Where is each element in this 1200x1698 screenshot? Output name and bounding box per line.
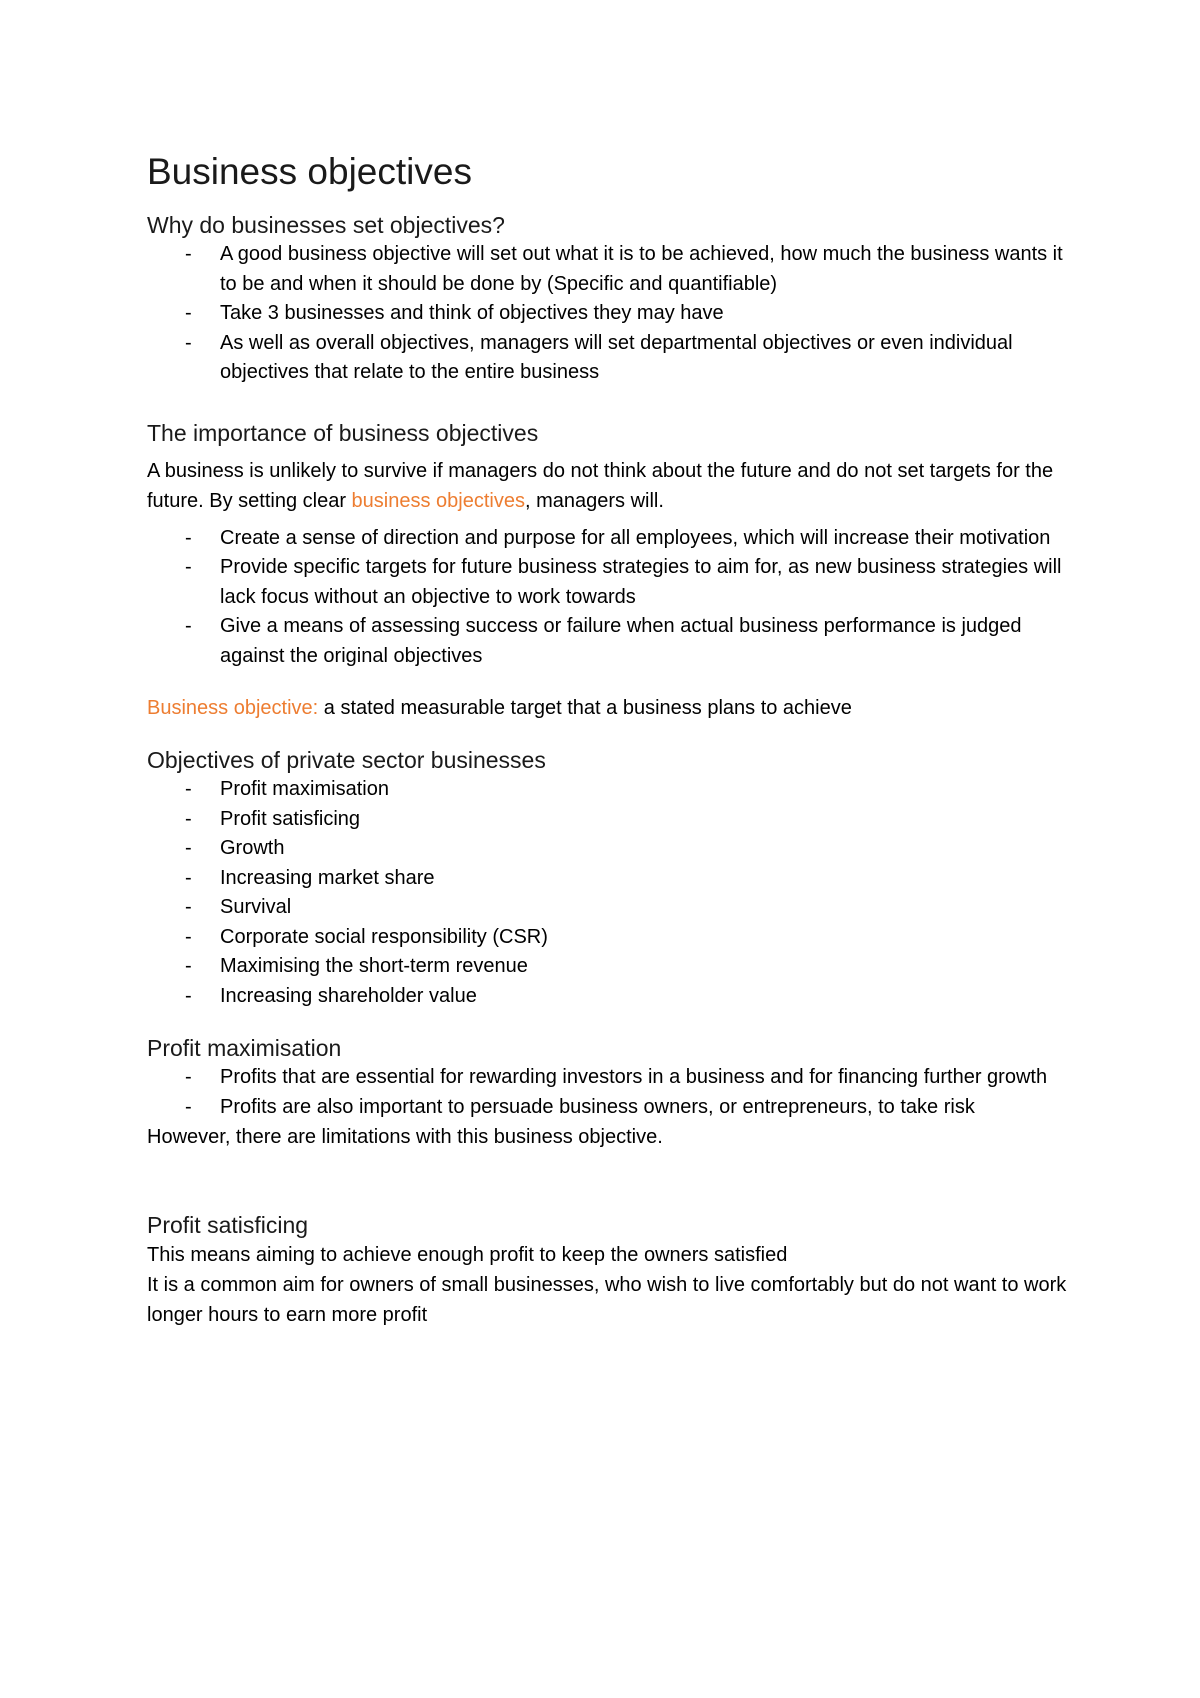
list-item: - Growth bbox=[147, 834, 1067, 864]
importance-list bbox=[147, 524, 1067, 672]
section-heading-private-sector-objectives: Objectives of private sector businesses bbox=[147, 747, 546, 773]
list-item: - Maximising the short-term revenue bbox=[147, 952, 1067, 982]
list-item: - Provide specific targets for future business strategies to aim for, as new business strategies will lack focus without an objective to work towards bbox=[147, 553, 1067, 612]
profit-satisficing-para-2: It is a common aim for owners of small businesses, who wish to live comfortably but do not want to work longer hours to earn more profit bbox=[147, 1274, 1067, 1326]
section-heading-profit-satisficing: Profit satisficing bbox=[147, 1212, 309, 1238]
private-sector-objectives-list bbox=[147, 775, 1067, 1011]
definition-text: a stated measurable target that a business plans to achieve bbox=[318, 697, 852, 719]
list-item: - Profit maximisation bbox=[147, 775, 1067, 805]
section-heading-why-set-objectives: Why do businesses set objectives? bbox=[147, 212, 505, 238]
section-heading-profit-maximisation: Profit maximisation bbox=[147, 1035, 342, 1061]
profit-maximisation-list bbox=[147, 1063, 1067, 1122]
why-objectives-list bbox=[147, 240, 1067, 388]
section-heading-importance: The importance of business objectives bbox=[147, 419, 539, 446]
list-item: - Profit satisficing bbox=[147, 805, 1067, 835]
definition-term[interactable]: Business objective: bbox=[147, 697, 319, 719]
list-item: - Take 3 businesses and think of objectives they may have bbox=[147, 299, 1067, 329]
list-item: - Give a means of assessing success or failure when actual business performance is judged against the original objectives bbox=[147, 612, 1067, 671]
importance-intro bbox=[147, 456, 1067, 516]
definition bbox=[147, 693, 1067, 723]
list-item: - Increasing shareholder value bbox=[147, 982, 1067, 1012]
intro-text-start: A business is unlikely to survive if managers do not think about the future and do not set targets for the future. By setting clear bbox=[147, 459, 1054, 512]
profit-satisficing-para-1: This means aiming to achieve enough profit to keep the owners satisfied bbox=[147, 1244, 788, 1266]
profit-maximisation-closing: However, there are limitations with this business objective. bbox=[147, 1126, 663, 1148]
list-item: - Profits are also important to persuade business owners, or entrepreneurs, to take risk bbox=[147, 1093, 1067, 1123]
list-item: - Survival bbox=[147, 893, 1067, 923]
document-page bbox=[147, 150, 1067, 1330]
highlight-link-business-objectives[interactable]: business objectives bbox=[351, 489, 525, 512]
list-item: - As well as overall objectives, managers will set departmental objectives or even individual objectives that relate to the entire business bbox=[147, 329, 1067, 388]
list-item: - Create a sense of direction and purpose for all employees, which will increase their motivation bbox=[147, 524, 1067, 554]
intro-text-end: , managers will. bbox=[524, 489, 664, 512]
document-title: Business objectives bbox=[147, 151, 472, 192]
list-item: - Increasing market share bbox=[147, 864, 1067, 894]
list-item: - A good business objective will set out what it is to be achieved, how much the business wants it to be and when it should be done by (Specific and quantifiable) bbox=[147, 240, 1067, 299]
list-item: - Corporate social responsibility (CSR) bbox=[147, 923, 1067, 953]
list-item: - Profits that are essential for rewarding investors in a business and for financing further growth bbox=[147, 1063, 1067, 1093]
